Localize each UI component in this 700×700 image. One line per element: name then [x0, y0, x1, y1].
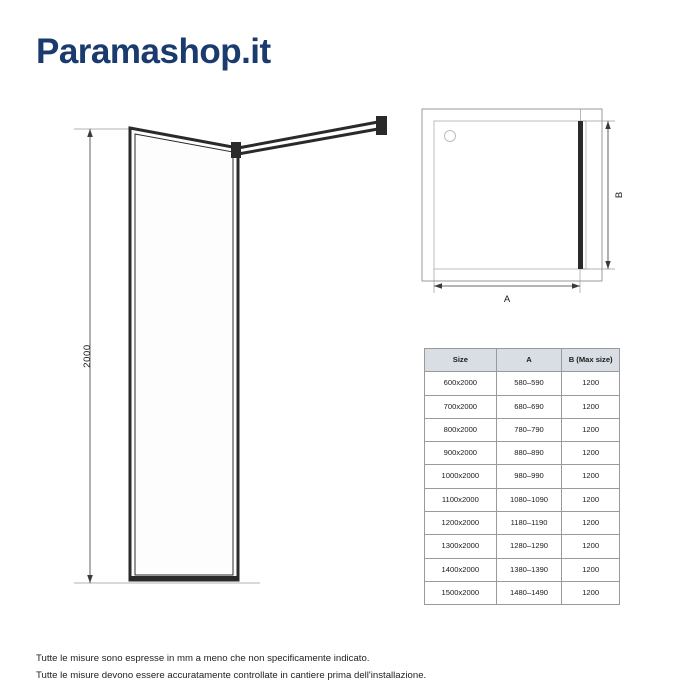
cell-b: 1200: [562, 442, 620, 465]
cell-a: 980–990: [496, 465, 562, 488]
plan-svg: [410, 95, 675, 310]
table-row: [425, 535, 620, 558]
table-header-size: Size: [425, 349, 497, 372]
table-header-row: [425, 349, 620, 372]
cell-a: 780–790: [496, 418, 562, 441]
arm-joint-block: [231, 142, 241, 158]
shower-tray-plan: [434, 121, 586, 269]
cell-size: 900x2000: [425, 442, 497, 465]
cell-b: 1200: [562, 465, 620, 488]
elevation-height-label: 2000: [82, 344, 93, 368]
panel-base-profile: [130, 576, 238, 581]
table-row: [425, 581, 620, 604]
size-table: [424, 348, 620, 605]
cell-size: 1500x2000: [425, 581, 497, 604]
table-row: [425, 558, 620, 581]
cell-b: 1200: [562, 512, 620, 535]
note-line-1: Tutte le misure sono espresse in mm a meno che non specificamente indicato.: [36, 653, 370, 664]
support-arm: [238, 122, 378, 154]
cell-a: 1380–1390: [496, 558, 562, 581]
note-line-2: Tutte le misure devono essere accuratamente controllate in cantiere prima dell'installazione.: [36, 669, 427, 681]
table-row: [425, 512, 620, 535]
cell-a: 1080–1090: [496, 488, 562, 511]
footer-notes: [36, 651, 676, 684]
elevation-drawing: [60, 110, 400, 610]
table-row: [425, 442, 620, 465]
table-row: [425, 488, 620, 511]
table-row: [425, 395, 620, 418]
cell-size: 800x2000: [425, 418, 497, 441]
cell-b: 1200: [562, 581, 620, 604]
glass-panel-plan: [578, 121, 583, 269]
cell-a: 580–590: [496, 372, 562, 395]
cell-size: 700x2000: [425, 395, 497, 418]
cell-size: 1200x2000: [425, 512, 497, 535]
cell-b: 1200: [562, 488, 620, 511]
cell-size: 1100x2000: [425, 488, 497, 511]
plan-depth-label: B: [614, 191, 625, 199]
table-header-b: B (Max size): [562, 349, 620, 372]
elevation-svg: [60, 110, 400, 610]
cell-b: 1200: [562, 558, 620, 581]
plan-width-label: A: [503, 294, 511, 305]
wall-bracket: [376, 116, 387, 135]
table-row: [425, 465, 620, 488]
cell-size: 1400x2000: [425, 558, 497, 581]
cell-b: 1200: [562, 395, 620, 418]
cell-a: 1280–1290: [496, 535, 562, 558]
cell-a: 1480–1490: [496, 581, 562, 604]
cell-a: 1180–1190: [496, 512, 562, 535]
cell-a: 680–690: [496, 395, 562, 418]
cell-size: 600x2000: [425, 372, 497, 395]
glass-panel-outline: [130, 128, 238, 580]
table-row: [425, 372, 620, 395]
table-row: [425, 418, 620, 441]
cell-size: 1300x2000: [425, 535, 497, 558]
table-header-a: A: [496, 349, 562, 372]
plan-drawing: [410, 95, 675, 310]
cell-size: 1000x2000: [425, 465, 497, 488]
brand-logo-text: Paramashop.it: [36, 32, 271, 71]
cell-b: 1200: [562, 418, 620, 441]
cell-a: 880–890: [496, 442, 562, 465]
cell-b: 1200: [562, 535, 620, 558]
cell-b: 1200: [562, 372, 620, 395]
